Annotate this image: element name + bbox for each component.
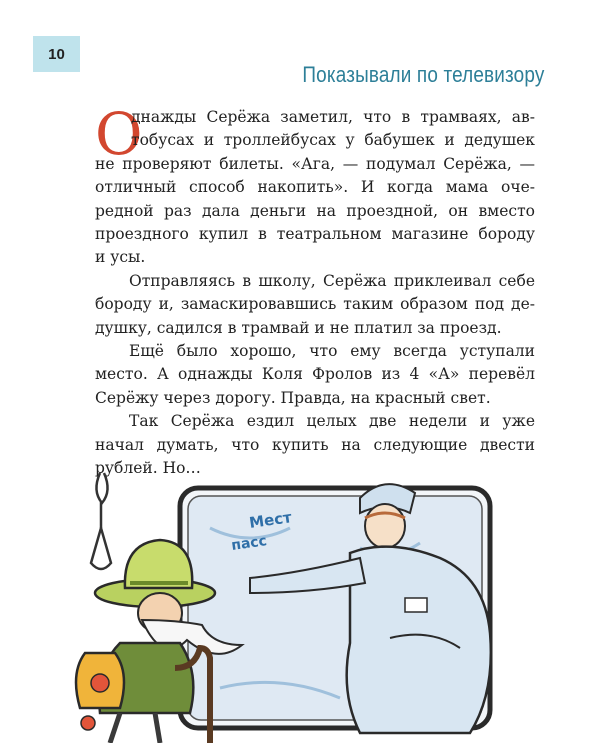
story-line: бороду и, замаскировавшись таким образом под де- bbox=[95, 295, 535, 314]
story-text bbox=[95, 100, 535, 481]
story-line: не проверяют билеты. «Ага, — подумал Серёжа, — bbox=[95, 154, 535, 173]
story-line: днажды Серёжа заметил, что в трамваях, ав- bbox=[131, 108, 535, 126]
story-line: Ещё было хорошо, что ему всегда уступали bbox=[129, 342, 535, 361]
hand-strap bbox=[91, 473, 111, 569]
story-line: проездного купил в театральном магазине бороду bbox=[95, 225, 535, 244]
page-number: 10 bbox=[33, 36, 80, 72]
story-line: Отправляясь в школу, Серёжа приклеивал себе bbox=[129, 271, 535, 290]
story-line: рублей. Но… bbox=[95, 459, 201, 478]
story-line: Так Серёжа ездил целых две недели и уже bbox=[129, 412, 535, 431]
story-line: начал думать, что купить на следующие двести bbox=[95, 435, 535, 454]
story-line: душку, садился в трамвай и не платил за проезд. bbox=[95, 318, 502, 337]
sign-text-2: пасс bbox=[230, 533, 268, 554]
story-line: отличный способ накопить». И когда мама оче- bbox=[95, 178, 535, 197]
story-line: место. А однажды Коля Фролов из 4 «А» перевёл bbox=[95, 365, 535, 384]
tram-illustration bbox=[60, 458, 550, 743]
chapter-title: Показывали по телевизору bbox=[301, 62, 544, 87]
sign-text-1: Мест bbox=[248, 508, 293, 532]
drop-cap: О bbox=[95, 100, 143, 168]
story-line: тобусах и троллейбусах у бабушек и дедушек bbox=[131, 131, 535, 150]
story-line: и усы. bbox=[95, 248, 146, 267]
story-line: редной раз дала деньги на проездной, он вместо bbox=[95, 201, 535, 220]
story-line: Серёжу через дорогу. Правда, на красный свет. bbox=[95, 388, 491, 407]
